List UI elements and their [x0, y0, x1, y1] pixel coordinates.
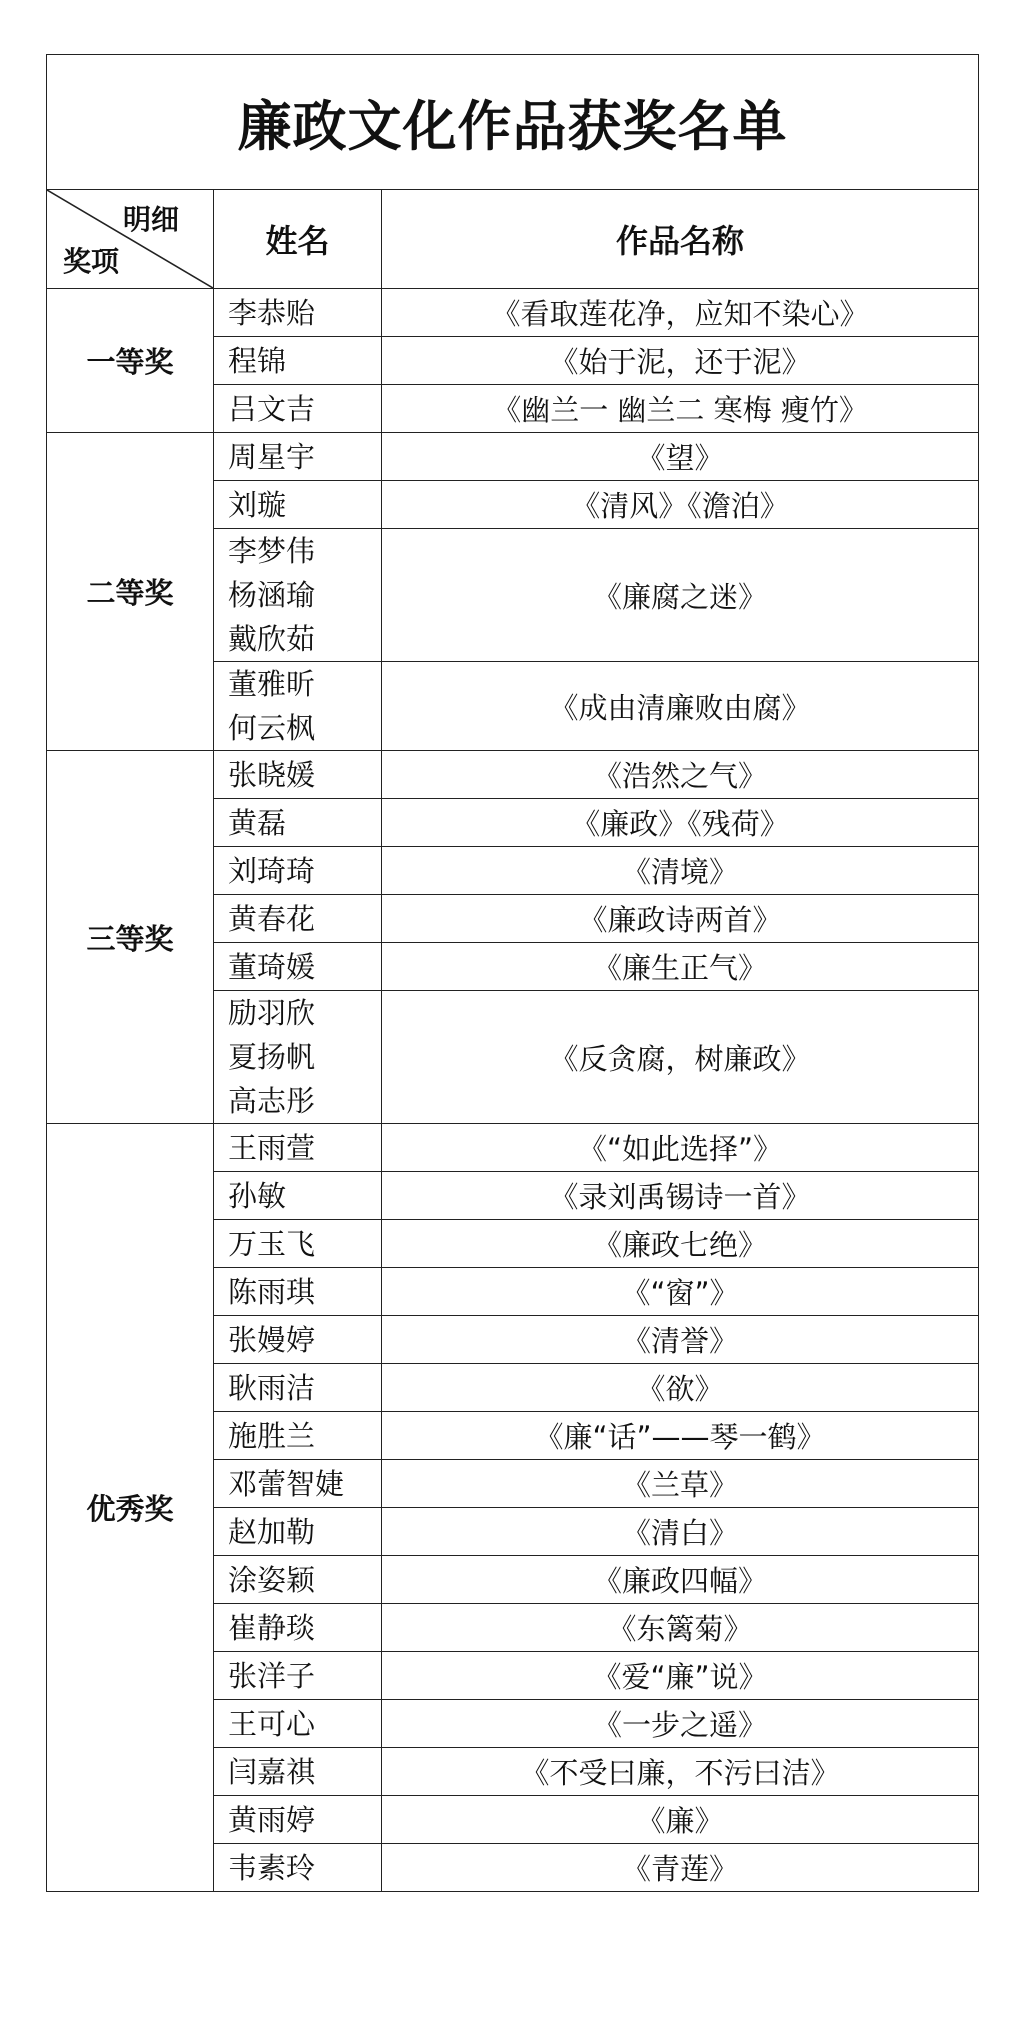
- winner-names-cell: [214, 1604, 382, 1652]
- winner-name: 戴欣茹: [228, 622, 316, 656]
- corner-label-award: 奖项: [63, 245, 120, 278]
- winner-names-cell: [214, 1508, 382, 1556]
- winner-names-cell: [214, 895, 382, 943]
- work-title-cell: 《廉生正气》: [382, 943, 979, 991]
- winner-name: 励羽欣: [228, 996, 316, 1030]
- winner-names-cell: [214, 1316, 382, 1364]
- winner-names-cell: [214, 481, 382, 529]
- winner-name: 孙敏: [228, 1178, 287, 1213]
- winner-names-cell: [214, 1556, 382, 1604]
- winner-names-cell: [214, 385, 382, 433]
- work-title-cell: 《望》: [382, 433, 979, 481]
- work-title-cell: 《看取莲花净，应知不染心》: [382, 289, 979, 337]
- work-title-cell: 《幽兰一 幽兰二 寒梅 瘦竹》: [382, 385, 979, 433]
- winner-name: 张洋子: [228, 1658, 316, 1693]
- work-title-cell: 《廉政诗两首》: [382, 895, 979, 943]
- award-level-cell: 优秀奖: [47, 1124, 214, 1892]
- work-title-cell: 《廉政四幅》: [382, 1556, 979, 1604]
- winner-names-cell: [214, 1220, 382, 1268]
- work-title-cell: 《廉腐之迷》: [382, 529, 979, 662]
- winner-names-cell: [214, 337, 382, 385]
- work-title-cell: 《东篱菊》: [382, 1604, 979, 1652]
- winner-names-cell: [214, 662, 382, 751]
- winner-name: 王雨萱: [228, 1130, 316, 1165]
- winner-name: 张晓媛: [228, 757, 316, 792]
- winner-name: 董雅昕: [228, 667, 316, 701]
- winner-name: 高志彤: [228, 1084, 316, 1118]
- winner-name: 刘璇: [228, 487, 287, 522]
- winner-names-cell: [214, 943, 382, 991]
- winner-names-cell: [214, 1652, 382, 1700]
- work-title-cell: 《廉》: [382, 1796, 979, 1844]
- winner-name: 崔静琰: [228, 1610, 316, 1645]
- winner-name: 夏扬帆: [228, 1040, 316, 1074]
- winner-name: 李梦伟: [228, 534, 316, 568]
- winner-names-cell: [214, 1412, 382, 1460]
- winner-name: 邓蕾智婕: [228, 1466, 345, 1501]
- award-level-cell: 三等奖: [47, 751, 214, 1124]
- table-row: [47, 433, 979, 481]
- work-title-cell: 《反贪腐，树廉政》: [382, 991, 979, 1124]
- work-title-cell: 《廉“话”——琴一鹤》: [382, 1412, 979, 1460]
- winner-name: 王可心: [228, 1706, 316, 1741]
- winner-names-cell: [214, 751, 382, 799]
- winner-names-cell: [214, 1268, 382, 1316]
- corner-header: [47, 190, 214, 289]
- winner-names-cell: [214, 1700, 382, 1748]
- table-row: [47, 751, 979, 799]
- work-title-cell: 《欲》: [382, 1364, 979, 1412]
- winner-names-cell: [214, 289, 382, 337]
- winner-names-cell: [214, 1844, 382, 1892]
- winner-name: 何云枫: [228, 711, 316, 745]
- work-title-cell: 《始于泥，还于泥》: [382, 337, 979, 385]
- winner-name: 刘琦琦: [228, 853, 316, 888]
- work-title-cell: 《不受曰廉，不污曰洁》: [382, 1748, 979, 1796]
- winner-name: 杨涵瑜: [228, 578, 316, 612]
- winner-name: 耿雨洁: [228, 1370, 316, 1405]
- winner-name: 李恭贻: [228, 295, 316, 330]
- winner-name: 万玉飞: [228, 1226, 316, 1261]
- work-title-cell: 《清境》: [382, 847, 979, 895]
- award-level-cell: 一等奖: [47, 289, 214, 433]
- winner-name: 程锦: [228, 343, 287, 378]
- work-title-cell: 《清风》《澹泊》: [382, 481, 979, 529]
- winner-name: 施胜兰: [228, 1418, 316, 1453]
- winner-name: 涂姿颖: [228, 1562, 316, 1597]
- work-title-cell: 《廉政》《残荷》: [382, 799, 979, 847]
- work-title-cell: 《清白》: [382, 1508, 979, 1556]
- winner-name: 黄磊: [228, 805, 287, 840]
- winner-names-cell: [214, 433, 382, 481]
- work-title-cell: 《爱“廉”说》: [382, 1652, 979, 1700]
- winner-name: 赵加勒: [228, 1514, 316, 1549]
- winner-name: 周星宇: [228, 439, 316, 474]
- work-title-cell: 《一步之遥》: [382, 1700, 979, 1748]
- winner-name: 黄春花: [228, 901, 316, 936]
- work-title-cell: 《清誉》: [382, 1316, 979, 1364]
- table-row: [47, 289, 979, 337]
- winner-name: 陈雨琪: [228, 1274, 316, 1309]
- work-title-cell: 《廉政七绝》: [382, 1220, 979, 1268]
- winner-names-cell: [214, 1796, 382, 1844]
- award-level-cell: 二等奖: [47, 433, 214, 751]
- work-title-cell: 《录刘禹锡诗一首》: [382, 1172, 979, 1220]
- winner-names-cell: [214, 799, 382, 847]
- work-title-cell: 《浩然之气》: [382, 751, 979, 799]
- work-title-cell: 《成由清廉败由腐》: [382, 662, 979, 751]
- winner-name: 韦素玲: [228, 1850, 316, 1885]
- work-title-cell: 《兰草》: [382, 1460, 979, 1508]
- award-list-table: [46, 54, 979, 1892]
- column-header-work: 作品名称: [382, 190, 979, 289]
- column-header-name: 姓名: [214, 190, 382, 289]
- winner-name: 张嫚婷: [228, 1322, 316, 1357]
- work-title-cell: 《“窗”》: [382, 1268, 979, 1316]
- work-title-cell: 《青莲》: [382, 1844, 979, 1892]
- winner-names-cell: [214, 1364, 382, 1412]
- winner-name: 闫嘉祺: [228, 1754, 316, 1789]
- page-title: 廉政文化作品获奖名单: [47, 55, 979, 190]
- winner-names-cell: [214, 1172, 382, 1220]
- winner-names-cell: [214, 1124, 382, 1172]
- corner-label-detail: 明细: [122, 203, 179, 236]
- table-row: [47, 1124, 979, 1172]
- winner-names-cell: [214, 991, 382, 1124]
- winner-names-cell: [214, 1460, 382, 1508]
- winner-name: 董琦媛: [228, 949, 316, 984]
- winner-names-cell: [214, 1748, 382, 1796]
- winner-name: 吕文吉: [228, 391, 316, 426]
- work-title-cell: 《“如此选择”》: [382, 1124, 979, 1172]
- winner-names-cell: [214, 847, 382, 895]
- award-table-body: [47, 289, 979, 1892]
- winner-names-cell: [214, 529, 382, 662]
- winner-name: 黄雨婷: [228, 1802, 316, 1837]
